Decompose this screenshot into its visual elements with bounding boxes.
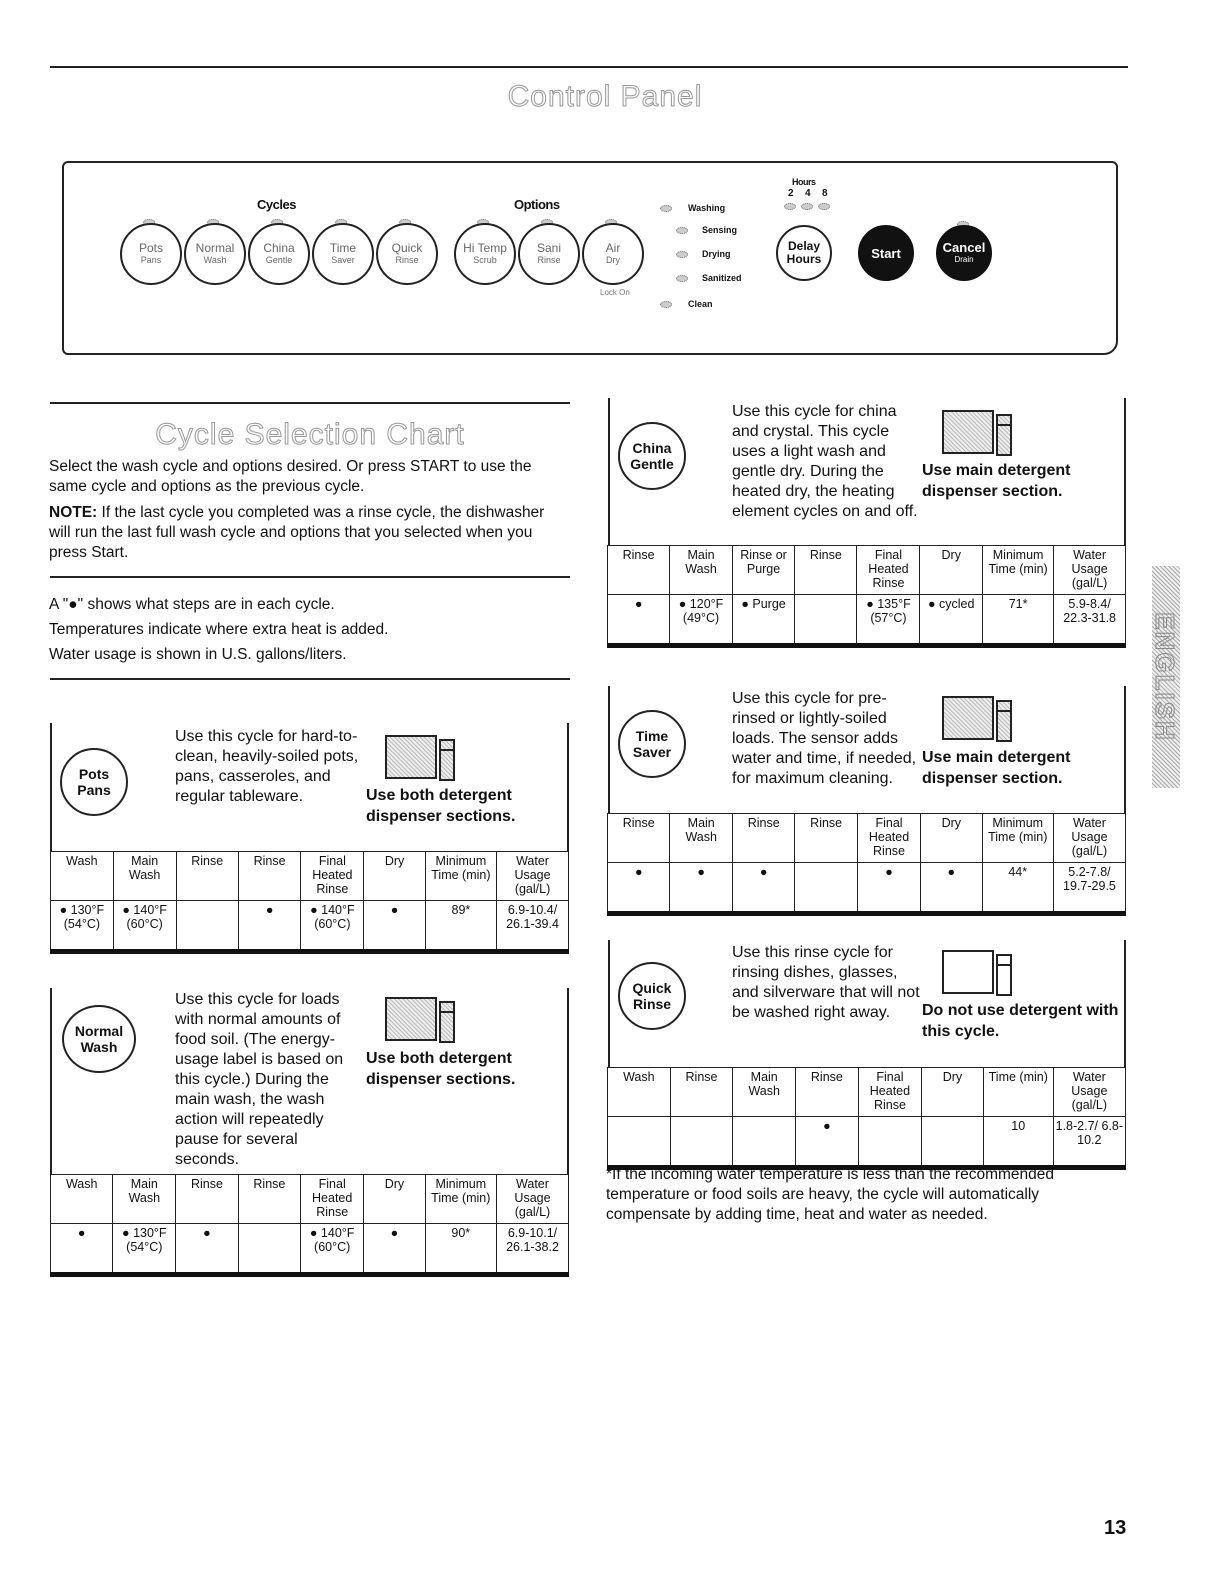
normal-detergent: Use both detergent dispenser sections. (366, 1050, 516, 1088)
pots-v4: ● 140°F (60°C) (301, 901, 364, 952)
china-v4: ● 135°F (57°C) (857, 595, 920, 646)
quick-v6: 10 (983, 1117, 1053, 1168)
sanitized-led (676, 275, 688, 282)
china-v7: 5.9-8.4/ 22.3-31.8 (1054, 595, 1126, 646)
china-h5: Dry (920, 546, 983, 595)
china-v6: 71* (983, 595, 1054, 646)
pots-table (50, 851, 569, 954)
time-header-row (608, 814, 1126, 863)
cancel-l1: Cancel (942, 240, 986, 255)
normal-v5: ● (364, 1224, 425, 1275)
pots-pans-l1: Pots (138, 241, 163, 255)
normal-wash-icon (62, 1005, 136, 1073)
start-label: Start (871, 245, 901, 261)
time-v1: ● (670, 863, 732, 914)
hi-temp-scrub-button[interactable] (454, 223, 516, 285)
normal-header-row (51, 1175, 569, 1224)
hours-label: Hours (792, 177, 816, 187)
china-v3 (795, 595, 857, 646)
start-button[interactable] (858, 225, 914, 281)
pots-pans-l2: Pans (140, 255, 162, 265)
side-tab-label: ENGLISH (1150, 612, 1180, 742)
pots-v7: 6.9-10.4/ 26.1-39.4 (497, 901, 569, 952)
pots-h4: Final Heated Rinse (301, 852, 364, 901)
chart-note (49, 503, 569, 563)
normal-table (50, 1174, 569, 1277)
cancel-l2: Drain (954, 255, 974, 264)
china-h3: Rinse (795, 546, 857, 595)
china-h7: Water Usage (gal/L) (1054, 546, 1126, 595)
time-v4: ● (857, 863, 920, 914)
hours-4: 4 (805, 188, 811, 199)
time-desc: Use this cycle for pre-rinsed or lightly-soiled loads. The sensor adds water and time, if needed, for maximum cleaning. (732, 690, 917, 787)
pots-v3: ● (238, 901, 300, 952)
time-saver-l1: Time (329, 241, 357, 255)
washing-indicator: Washing (688, 203, 726, 213)
pots-pans-button[interactable] (120, 223, 182, 285)
normal-v6: 90* (425, 1224, 496, 1275)
options-label: Options (514, 197, 560, 212)
pots-frame-right (567, 723, 569, 851)
quick-h5: Dry (922, 1068, 984, 1117)
china-gentle-l2: Gentle (265, 255, 293, 265)
air-dry-button[interactable] (582, 223, 644, 285)
hours-2-led (784, 203, 796, 210)
normal-wash-l1: Normal (195, 241, 235, 255)
normal-h1: Main Wash (113, 1175, 176, 1224)
note-text: If the last cycle you completed was a rinse cycle, the dishwasher will run the last full wash cycle and options that you selected when you press Start. (49, 504, 545, 561)
pots-icon-l1: Pots (78, 766, 110, 782)
quick-v1 (670, 1117, 733, 1168)
pots-desc: Use this cycle for hard-to-clean, heavily-soiled pots, pans, casseroles, and regular tableware. (175, 728, 359, 805)
sensing-led (676, 227, 688, 234)
time-v6: 44* (982, 863, 1053, 914)
normal-v1: ● 130°F (54°C) (113, 1224, 176, 1275)
china-header-row (608, 546, 1126, 595)
normal-desc: Use this cycle for loads with normal amounts of food soil. (The energy-usage label is based on this cycle.) During the main wash, the wash action will repeatedly pause for several seconds. (175, 991, 344, 1168)
cancel-drain-button[interactable] (936, 225, 992, 281)
hi-temp-l2: Scrub (473, 255, 497, 265)
normal-h6: Minimum Time (min) (425, 1175, 496, 1224)
time-saver-button[interactable] (312, 223, 374, 285)
delay-l1: Delay (787, 239, 821, 253)
quick-v4 (858, 1117, 921, 1168)
time-h5: Dry (921, 814, 982, 863)
note-label: NOTE: (49, 504, 98, 521)
pots-pans-icon (60, 748, 128, 816)
hours-2: 2 (788, 188, 794, 199)
quick-v3: ● (796, 1117, 859, 1168)
normal-h0: Wash (51, 1175, 113, 1224)
control-panel (62, 161, 1118, 355)
clean-led (660, 301, 672, 308)
cycle-chart-title: Cycle Selection Chart (155, 418, 465, 451)
normal-frame-right (567, 988, 569, 1174)
chart-intro: Select the wash cycle and options desired. Or press START to use the same cycle and options as the previous cycle. (49, 458, 532, 495)
time-table (607, 813, 1126, 916)
china-table (607, 545, 1126, 648)
china-icon-l1: China (632, 440, 672, 456)
chart-top-rule (50, 402, 570, 404)
normal-icon-l1: Normal (74, 1023, 124, 1039)
normal-frame-left (50, 988, 52, 1174)
quick-value-row (608, 1117, 1126, 1168)
china-gentle-button[interactable] (248, 223, 310, 285)
quick-icon-l2: Rinse (632, 996, 672, 1012)
china-v2: ● Purge (732, 595, 794, 646)
pots-icon-l2: Pans (77, 782, 111, 798)
china-gentle-l1: China (263, 241, 295, 255)
normal-wash-button[interactable] (184, 223, 246, 285)
normal-h5: Dry (364, 1175, 425, 1224)
china-h0: Rinse (608, 546, 670, 595)
time-v7: 5.2-7.8/ 19.7-29.5 (1053, 863, 1125, 914)
time-h3: Rinse (795, 814, 857, 863)
pots-value-row (51, 901, 569, 952)
air-dry-l1: Air (605, 241, 621, 255)
hours-8: 8 (822, 188, 828, 199)
washing-led (660, 205, 672, 212)
time-v0: ● (608, 863, 670, 914)
normal-h7: Water Usage (gal/L) (496, 1175, 568, 1224)
normal-h3: Rinse (238, 1175, 300, 1224)
china-h2: Rinse or Purge (732, 546, 794, 595)
quick-table (607, 1067, 1126, 1170)
pots-v1: ● 140°F (60°C) (113, 901, 176, 952)
air-dry-l2: Dry (606, 255, 620, 265)
time-v5: ● (921, 863, 982, 914)
pots-frame-left (50, 723, 52, 851)
legend-dot: A "●" shows what steps are in each cycle. (49, 596, 335, 613)
time-h7: Water Usage (gal/L) (1053, 814, 1125, 863)
china-desc: Use this cycle for china and crystal. This cycle uses a light wash and gentle dry. During the heated dry, the heating element cycles on and off. (732, 403, 918, 520)
time-frame-left (608, 686, 610, 813)
footnote: *If the incoming water temperature is less than the recommended temperature or food soils are heavy, the cycle will automatically compensate by adding time, heat and water as needed. (606, 1166, 1055, 1223)
pots-header-row (51, 852, 569, 901)
quick-h6: Time (min) (983, 1068, 1053, 1117)
quick-h3: Rinse (796, 1068, 859, 1117)
normal-v2: ● (176, 1224, 238, 1275)
drying-led (676, 251, 688, 258)
china-frame-left (608, 398, 610, 545)
china-h1: Main Wash (670, 546, 733, 595)
time-h4: Final Heated Rinse (857, 814, 920, 863)
pots-h2: Rinse (176, 852, 238, 901)
sanitized-indicator: Sanitized (702, 273, 742, 283)
pots-h7: Water Usage (gal/L) (497, 852, 569, 901)
time-icon-l1: Time (635, 728, 669, 744)
quick-rinse-l2: Rinse (395, 255, 419, 265)
quick-rinse-button[interactable] (376, 223, 438, 285)
china-v1: ● 120°F (49°C) (670, 595, 733, 646)
clean-indicator: Clean (688, 299, 713, 309)
quick-rinse-l1: Quick (391, 241, 423, 255)
quick-v2 (733, 1117, 796, 1168)
page-number: 13 (1104, 1517, 1127, 1539)
pots-v2 (176, 901, 238, 952)
normal-wash-l2: Wash (203, 255, 227, 265)
pots-v5: ● (364, 901, 425, 952)
hi-temp-l1: Hi Temp (463, 241, 507, 255)
china-v5: ● cycled (920, 595, 983, 646)
hours-4-led (801, 203, 813, 210)
pots-h3: Rinse (238, 852, 300, 901)
quick-detergent: Do not use detergent with this cycle. (922, 1002, 1119, 1040)
quick-h2: Main Wash (733, 1068, 796, 1117)
sani-rinse-button[interactable] (518, 223, 580, 285)
quick-icon-l1: Quick (632, 980, 672, 996)
sani-rinse-l1: Sani (536, 241, 562, 255)
china-gentle-icon (618, 422, 686, 490)
time-frame-right (1124, 686, 1126, 813)
china-detergent: Use main detergent dispenser section. (922, 462, 1071, 500)
drying-indicator: Drying (702, 249, 731, 259)
time-value-row (608, 863, 1126, 914)
china-h6: Minimum Time (min) (983, 546, 1054, 595)
delay-hours-button[interactable] (776, 225, 832, 281)
normal-v3 (238, 1224, 300, 1275)
hours-8-led (818, 203, 830, 210)
time-saver-icon (618, 710, 686, 778)
pots-h5: Dry (364, 852, 425, 901)
time-saver-l2: Saver (331, 255, 355, 265)
normal-v7: 6.9-10.1/ 26.1-38.2 (496, 1224, 568, 1275)
legend-bottom-rule (50, 678, 570, 680)
lock-on-label: Lock On (600, 288, 630, 297)
top-rule (50, 66, 1128, 68)
time-icon-l2: Saver (632, 744, 672, 760)
pots-h6: Minimum Time (min) (425, 852, 496, 901)
time-v2: ● (732, 863, 794, 914)
quick-frame-left (608, 940, 610, 1067)
time-h2: Rinse (732, 814, 794, 863)
time-v3 (795, 863, 857, 914)
quick-rinse-icon (618, 962, 686, 1030)
normal-icon-l2: Wash (80, 1039, 118, 1055)
quick-h4: Final Heated Rinse (858, 1068, 921, 1117)
normal-value-row (51, 1224, 569, 1275)
quick-v7: 1.8-2.7/ 6.8-10.2 (1053, 1117, 1125, 1168)
time-detergent: Use main detergent dispenser section. (922, 749, 1071, 787)
quick-frame-right (1124, 940, 1126, 1067)
normal-v0: ● (51, 1224, 113, 1275)
china-value-row (608, 595, 1126, 646)
quick-h1: Rinse (670, 1068, 733, 1117)
control-panel-title: Control Panel (507, 80, 703, 113)
pots-h0: Wash (51, 852, 114, 901)
sani-rinse-l2: Rinse (537, 255, 561, 265)
quick-v5 (922, 1117, 984, 1168)
time-h0: Rinse (608, 814, 670, 863)
normal-h4: Final Heated Rinse (301, 1175, 364, 1224)
legend-temp: Temperatures indicate where extra heat is added. (49, 621, 389, 638)
china-icon-l2: Gentle (630, 456, 674, 472)
pots-h1: Main Wash (113, 852, 176, 901)
pots-detergent: Use both detergent dispenser sections. (366, 787, 516, 825)
quick-header-row (608, 1068, 1126, 1117)
delay-l2: Hours (786, 252, 822, 266)
sensing-indicator: Sensing (702, 225, 738, 235)
normal-v4: ● 140°F (60°C) (301, 1224, 364, 1275)
pots-v0: ● 130°F (54°C) (51, 901, 114, 952)
china-h4: Final Heated Rinse (857, 546, 920, 595)
time-h6: Minimum Time (min) (982, 814, 1053, 863)
legend-top-rule (50, 576, 570, 578)
normal-h2: Rinse (176, 1175, 238, 1224)
cycles-label: Cycles (257, 197, 296, 212)
time-h1: Main Wash (670, 814, 732, 863)
quick-desc: Use this rinse cycle for rinsing dishes, glasses, and silverware that will not be washed right away. (732, 944, 920, 1021)
china-v0: ● (608, 595, 670, 646)
quick-h7: Water Usage (gal/L) (1053, 1068, 1125, 1117)
legend-water: Water usage is shown in U.S. gallons/liters. (49, 646, 347, 663)
quick-h0: Wash (608, 1068, 671, 1117)
pots-v6: 89* (425, 901, 496, 952)
quick-v0 (608, 1117, 671, 1168)
china-frame-right (1124, 398, 1126, 545)
